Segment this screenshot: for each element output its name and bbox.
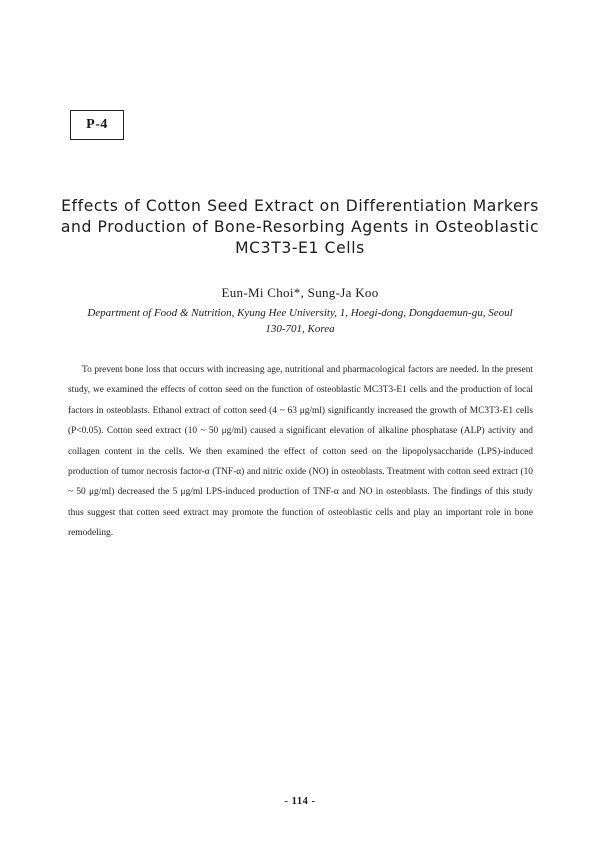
affiliation-line: Department of Food & Nutrition, Kyung Hee University, 1, Hoegi-dong, Dongdaemun-gu, Seoul: [87, 307, 513, 319]
affiliation: [60, 305, 540, 337]
affiliation-line: 130-701, Korea: [265, 323, 335, 335]
abstract-body: [68, 360, 533, 544]
title-line: MC3T3-E1 Cells: [235, 239, 365, 257]
title-line: and Production of Bone-Resorbing Agents in Osteoblastic: [60, 218, 540, 236]
page-number: - 114 -: [284, 796, 316, 807]
abstract-code-box: [70, 110, 124, 140]
abstract-paragraph: To prevent bone loss that occurs with increasing age, nutritional and pharmacological factors are needed. In the present study, we examined the effects of cotton seed on the function of osteoblastic MC3T3-E1 cells and the production of local factors in osteoblasts. Ethanol extract of cotton seed (4 ~ 63 μg/ml) significantly increased the growth of MC3T3-E1 cells (P<0.05). Cotton seed extract (10 ~ 50 μg/ml) caused a significant elevation of alkaline phosphatase (ALP) activity and collagen content in the cells. We then examined the effect of cotton seed on the lipopolysaccharide (LPS)-induced production of tumor necrosis factor-α (TNF-α) and nitric oxide (NO) in osteoblasts. Treatment with cotton seed extract (10 ~ 50 μg/ml) decreased the 5 μg/ml LPS-induced production of TNF-α and NO in osteoblasts. The findings of this study thus suggest that cotten seed extract may promote the function of osteoblastic cells and play an important role in bone remodeling.: [68, 365, 533, 539]
authors: Eun-Mi Choi*, Sung-Ja Koo: [221, 285, 379, 300]
abstract-code: P-4: [86, 117, 108, 132]
title-line: Effects of Cotton Seed Extract on Differentiation Markers: [61, 197, 539, 215]
paper-title: [40, 196, 560, 259]
